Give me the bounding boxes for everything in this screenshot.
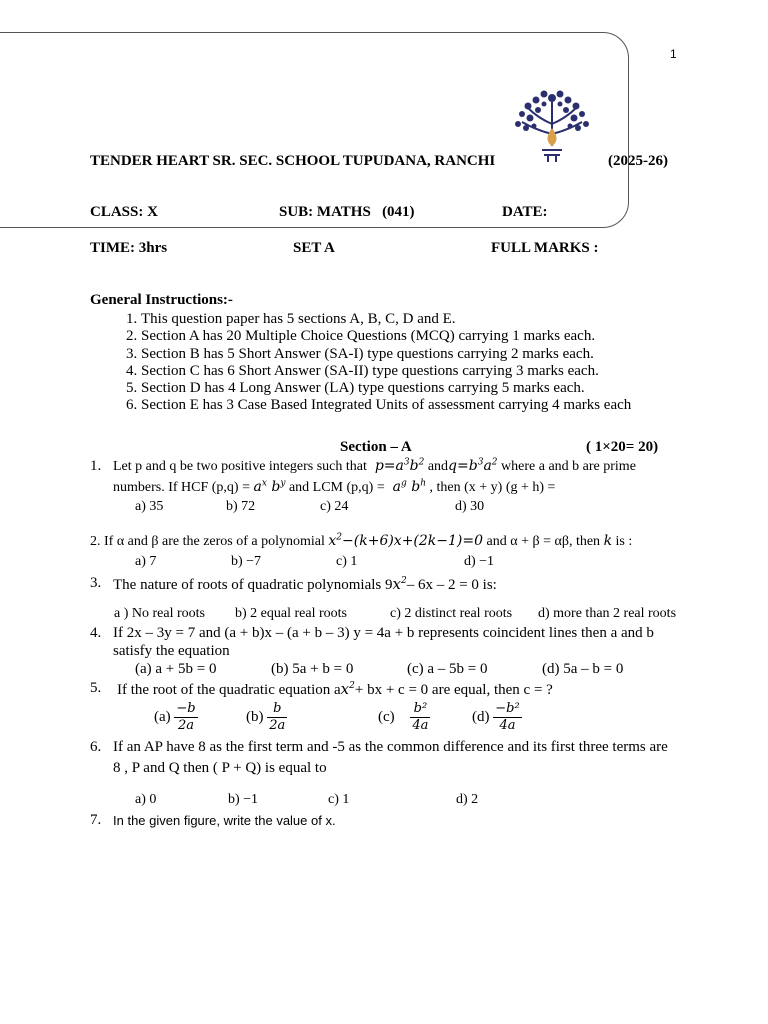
- option-c: (c) $\frac{\text{b²}}{4a}$: [378, 701, 429, 733]
- option-a: a) 0: [135, 792, 157, 807]
- question-number: 4.: [90, 625, 102, 641]
- section-title: Section – A: [340, 439, 412, 455]
- option-a: a ) No real roots: [114, 606, 205, 621]
- class-label: CLASS: X: [90, 204, 158, 220]
- math-x-squared: $x^2$: [392, 575, 407, 593]
- question-number: 6.: [90, 739, 102, 755]
- math-x-squared: $x^2$: [340, 680, 355, 698]
- question-7-text: In the given figure, write the value of x.: [113, 813, 336, 828]
- option-c: (c) a – 5b = 0: [407, 661, 488, 677]
- option-b: b) 2 equal real roots: [235, 606, 347, 621]
- subject-label: SUB: MATHS (041): [279, 204, 415, 220]
- instruction-item: 4. Section C has 6 Short Answer (SA-II) type questions carrying 3 marks each.: [141, 363, 701, 380]
- option-a: a) 35: [135, 499, 164, 514]
- instructions-title: General Instructions:-: [90, 292, 233, 308]
- option-a: (a) $\frac{-b}{2a}$: [154, 701, 196, 733]
- session-year: (2025-26): [608, 153, 668, 169]
- math-q-eq: $q=b^3a^2$: [448, 457, 498, 474]
- school-logo-tree-icon: [508, 84, 596, 168]
- option-b: (b) 5a + b = 0: [271, 661, 354, 677]
- option-b: b) −1: [228, 792, 259, 807]
- question-5-text: If the root of the quadratic equation $ax^2+$ bx + c = 0 are equal, then c = ?: [117, 680, 553, 698]
- option-d: (d) $\frac{\text{−b²}}{4a}$: [472, 701, 520, 733]
- fraction: $\frac{\text{−b²}}{4a}$: [495, 701, 520, 733]
- section-marks: ( 1×20= 20): [586, 439, 659, 455]
- option-d: (d) 5a – b = 0: [542, 661, 624, 677]
- math-lcm: $a^g$ $b^h$: [388, 478, 427, 495]
- time-label: TIME: 3hrs: [90, 240, 168, 256]
- school-name: TENDER HEART SR. SEC. SCHOOL TUPUDANA, RANCHI: [90, 153, 496, 169]
- option-c: c) 1: [328, 792, 350, 807]
- math-p-eq: $p=a^3b^2$: [370, 457, 425, 474]
- set-label: SET A: [293, 240, 335, 256]
- question-number: 3.: [90, 575, 102, 591]
- question-1-line-2: numbers. If HCF $(p,q) = a^x$ $b^y$ and LCM $(p,q) = a^g$ $b^h$ , then (x + y) (g + h) =: [113, 478, 556, 495]
- math-k: k: [603, 533, 613, 549]
- question-6-line-1: If an AP have 8 as the first term and -5 as the common difference and its first three terms are: [113, 739, 668, 755]
- question-number: 1.: [90, 458, 102, 474]
- question-number: 5.: [90, 680, 102, 696]
- question-6-line-2: 8 , P and Q then ( P + Q) is equal to: [113, 760, 327, 776]
- instruction-item: 5. Section D has 4 Long Answer (LA) type questions carrying 5 marks each.: [141, 380, 701, 397]
- question-3-text: The nature of roots of quadratic polynomials $9x^2-$ 6x – 2 = 0 is:: [113, 575, 497, 593]
- date-label: DATE:: [502, 204, 548, 220]
- option-a: a) 7: [135, 554, 157, 569]
- instruction-item: 1. This question paper has 5 sections A, B, C, D and E.: [141, 311, 701, 328]
- instruction-item: 2. Section A has 20 Multiple Choice Questions (MCQ) carrying 1 marks each.: [141, 328, 701, 345]
- math-polynomial: $x^2-(k+6)x+(2k-1)=0$: [328, 532, 484, 549]
- question-4-line-2: satisfy the equation: [113, 643, 230, 659]
- option-d: d) 30: [455, 499, 485, 514]
- instruction-item: 3. Section B has 5 Short Answer (SA-I) type questions carrying 2 marks each.: [141, 346, 701, 363]
- fraction: $\frac{-b}{2a}$: [176, 701, 196, 733]
- option-c: c) 2 distinct real roots: [390, 606, 513, 621]
- option-b: b) −7: [231, 554, 262, 569]
- math-hcf: $a^x$ $b^y$: [253, 478, 286, 495]
- question-2-text: 2. If α and β are the zeros of a polynomial $x^2-(k+6)x+(2k-1)=0$ and α + β = αβ, then k is :: [90, 532, 633, 549]
- instruction-item: 6. Section E has 3 Case Based Integrated Units of assessment carrying 4 marks each: [141, 397, 701, 414]
- option-a: (a) a + 5b = 0: [135, 661, 217, 677]
- option-b: b) 72: [226, 499, 256, 514]
- option-d: d) −1: [464, 554, 495, 569]
- fraction: $\frac{\text{b²}}{4a}$: [412, 701, 429, 733]
- option-d: d) more than 2 real roots: [538, 606, 677, 621]
- option-d: d) 2: [456, 792, 479, 807]
- question-number: 7.: [90, 812, 102, 828]
- instructions-list: [113, 311, 701, 415]
- question-4-line-1: If 2x – 3y = 7 and (a + b)x – (a + b – 3) y = 4a + b represents coincident lines then a and b: [113, 625, 654, 641]
- option-b: (b) $\frac{b}{2a}$: [246, 701, 286, 733]
- fraction: $\frac{b}{2a}$: [269, 701, 286, 733]
- page-number: 1: [670, 47, 677, 61]
- option-c: c) 1: [336, 554, 358, 569]
- question-1-line-1: Let p and q be two positive integers such that $p=a^3b^2$ $andq=b^3a^2$ where a and b are prime: [113, 457, 636, 474]
- full-marks-label: FULL MARKS :: [491, 240, 599, 256]
- option-c: c) 24: [320, 499, 349, 514]
